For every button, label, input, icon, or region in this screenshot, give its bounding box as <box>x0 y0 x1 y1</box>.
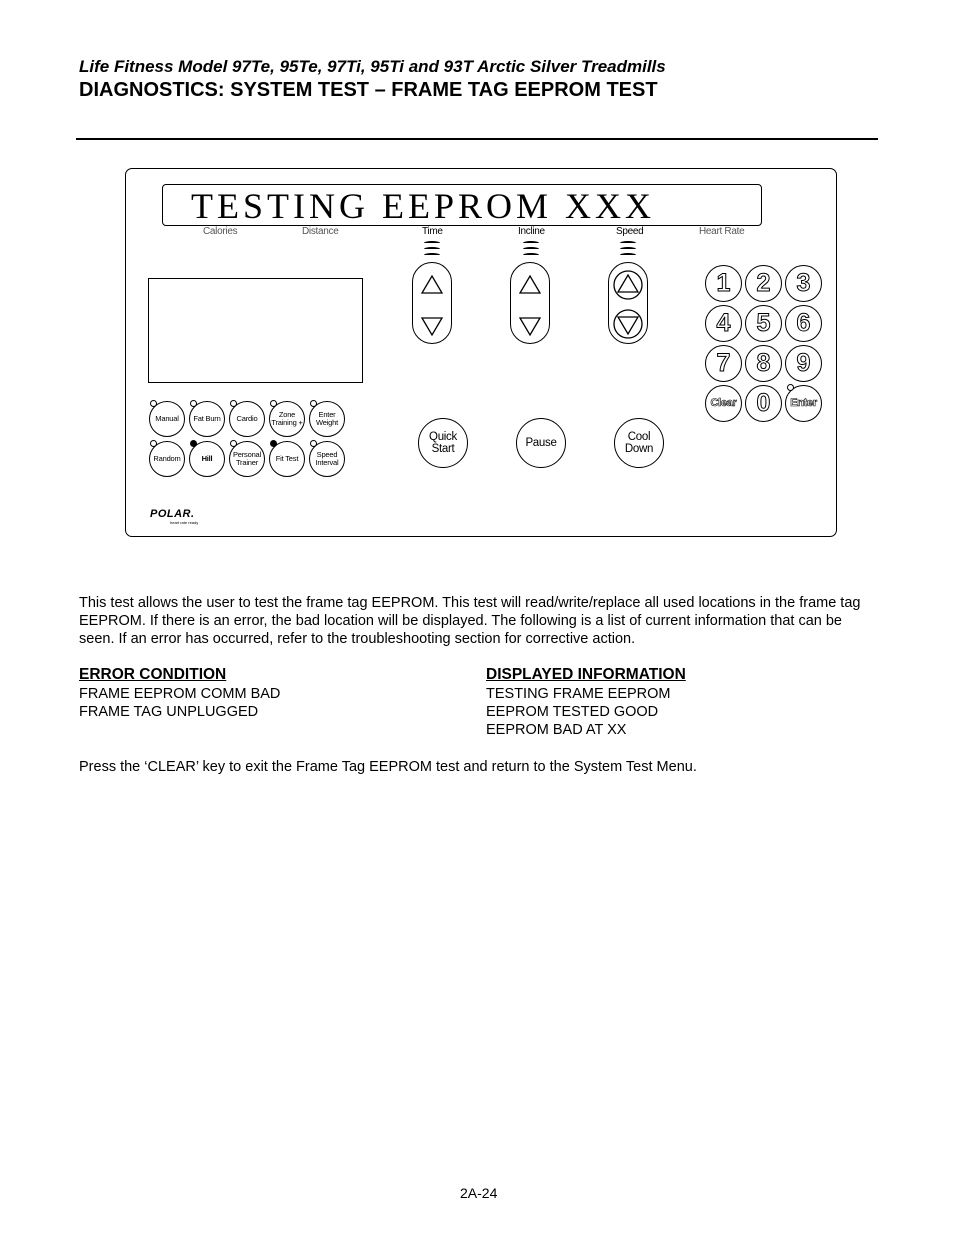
closing-paragraph: Press the ‘CLEAR’ key to exit the Frame Tag EEPROM test and return to the System Test Menu. <box>79 759 697 775</box>
program-key-speed-interval[interactable]: Speed Interval <box>309 441 345 477</box>
program-led-icon <box>310 440 317 447</box>
keypad-key-9[interactable]: 9 <box>785 345 822 382</box>
keypad-key-7[interactable]: 7 <box>705 345 742 382</box>
program-key-random[interactable]: Random <box>149 441 185 477</box>
polar-tagline: heart rate ready <box>170 520 199 525</box>
calories-label: Calories <box>203 226 238 237</box>
program-key-zone-training[interactable]: Zone Training + <box>269 401 305 437</box>
speed-adjust-control[interactable] <box>608 262 648 344</box>
quick-start-button[interactable]: Quick Start <box>418 418 468 468</box>
speed-label: Speed <box>616 226 644 237</box>
keypad-key-4[interactable]: 4 <box>705 305 742 342</box>
keypad-key-0[interactable]: 0 <box>745 385 782 422</box>
heart-rate-label: Heart Rate <box>699 226 745 237</box>
time-label: Time <box>422 226 443 237</box>
program-key-enter-weight[interactable]: Enter Weight <box>309 401 345 437</box>
enter-led-icon <box>787 384 794 391</box>
time-adjust-control[interactable] <box>412 262 452 344</box>
console-display <box>162 184 762 226</box>
program-led-icon <box>150 400 157 407</box>
time-indicator-icon <box>424 241 440 255</box>
incline-adjust-control[interactable] <box>510 262 550 344</box>
message-screen <box>148 278 363 383</box>
keypad-key-enter[interactable]: Enter <box>785 385 822 422</box>
console-panel <box>125 168 837 537</box>
program-key-hill[interactable]: Hill <box>189 441 225 477</box>
program-key-manual[interactable]: Manual <box>149 401 185 437</box>
program-led-icon <box>150 440 157 447</box>
program-key-personal-trainer[interactable]: Personal Trainer <box>229 441 265 477</box>
polar-logo: POLAR. <box>150 508 195 520</box>
keypad-key-5[interactable]: 5 <box>745 305 782 342</box>
displayed-item: EEPROM BAD AT XX <box>486 722 627 738</box>
incline-indicator-icon <box>523 241 539 255</box>
keypad-key-3[interactable]: 3 <box>785 265 822 302</box>
cool-down-button[interactable]: Cool Down <box>614 418 664 468</box>
speed-down-icon <box>618 317 638 334</box>
time-down-icon <box>422 318 442 335</box>
intro-paragraph: This test allows the user to test the frame tag EEPROM. This test will read/write/replace all used locations in the frame tag EEPROM. If there is an error, the bad location will be displayed. The following is a list of current information that can be seen. If an error has occurred, refer to the troubleshooting section for corrective action. <box>79 595 861 647</box>
distance-label: Distance <box>302 226 339 237</box>
document-subtitle: Life Fitness Model 97Te, 95Te, 97Ti, 95Ti and 93T Arctic Silver Treadmills <box>79 57 666 76</box>
program-key-fit-test[interactable]: Fit Test <box>269 441 305 477</box>
speed-indicator-icon <box>620 241 636 255</box>
displayed-item: TESTING FRAME EEPROM <box>486 686 671 702</box>
speed-up-icon <box>618 275 638 292</box>
error-item: FRAME TAG UNPLUGGED <box>79 704 259 720</box>
keypad-key-1[interactable]: 1 <box>705 265 742 302</box>
displayed-information-heading: DISPLAYED INFORMATION <box>486 666 686 683</box>
keypad-key-2[interactable]: 2 <box>745 265 782 302</box>
displayed-item: EEPROM TESTED GOOD <box>486 704 659 720</box>
page-number: 2A-24 <box>460 1185 498 1201</box>
keypad-key-6[interactable]: 6 <box>785 305 822 342</box>
program-led-icon <box>190 400 197 407</box>
program-led-icon <box>310 400 317 407</box>
keypad-key-clear[interactable]: Clear <box>705 385 742 422</box>
error-condition-heading: ERROR CONDITION <box>79 666 227 683</box>
program-led-icon <box>230 400 237 407</box>
program-led-icon <box>270 440 277 447</box>
error-item: FRAME EEPROM COMM BAD <box>79 686 281 702</box>
incline-label: Incline <box>518 226 545 237</box>
time-up-icon <box>422 276 442 293</box>
pause-button[interactable]: Pause <box>516 418 566 468</box>
program-led-icon <box>190 440 197 447</box>
keypad-key-8[interactable]: 8 <box>745 345 782 382</box>
program-key-fat-burn[interactable]: Fat Burn <box>189 401 225 437</box>
header-rule <box>76 138 878 140</box>
program-led-icon <box>270 400 277 407</box>
program-led-icon <box>230 440 237 447</box>
incline-up-icon <box>520 276 540 293</box>
display-message: TESTING EEPROM XXX <box>191 186 655 226</box>
program-key-cardio[interactable]: Cardio <box>229 401 265 437</box>
document-title: DIAGNOSTICS: SYSTEM TEST – FRAME TAG EEPROM TEST <box>79 79 658 101</box>
incline-down-icon <box>520 318 540 335</box>
